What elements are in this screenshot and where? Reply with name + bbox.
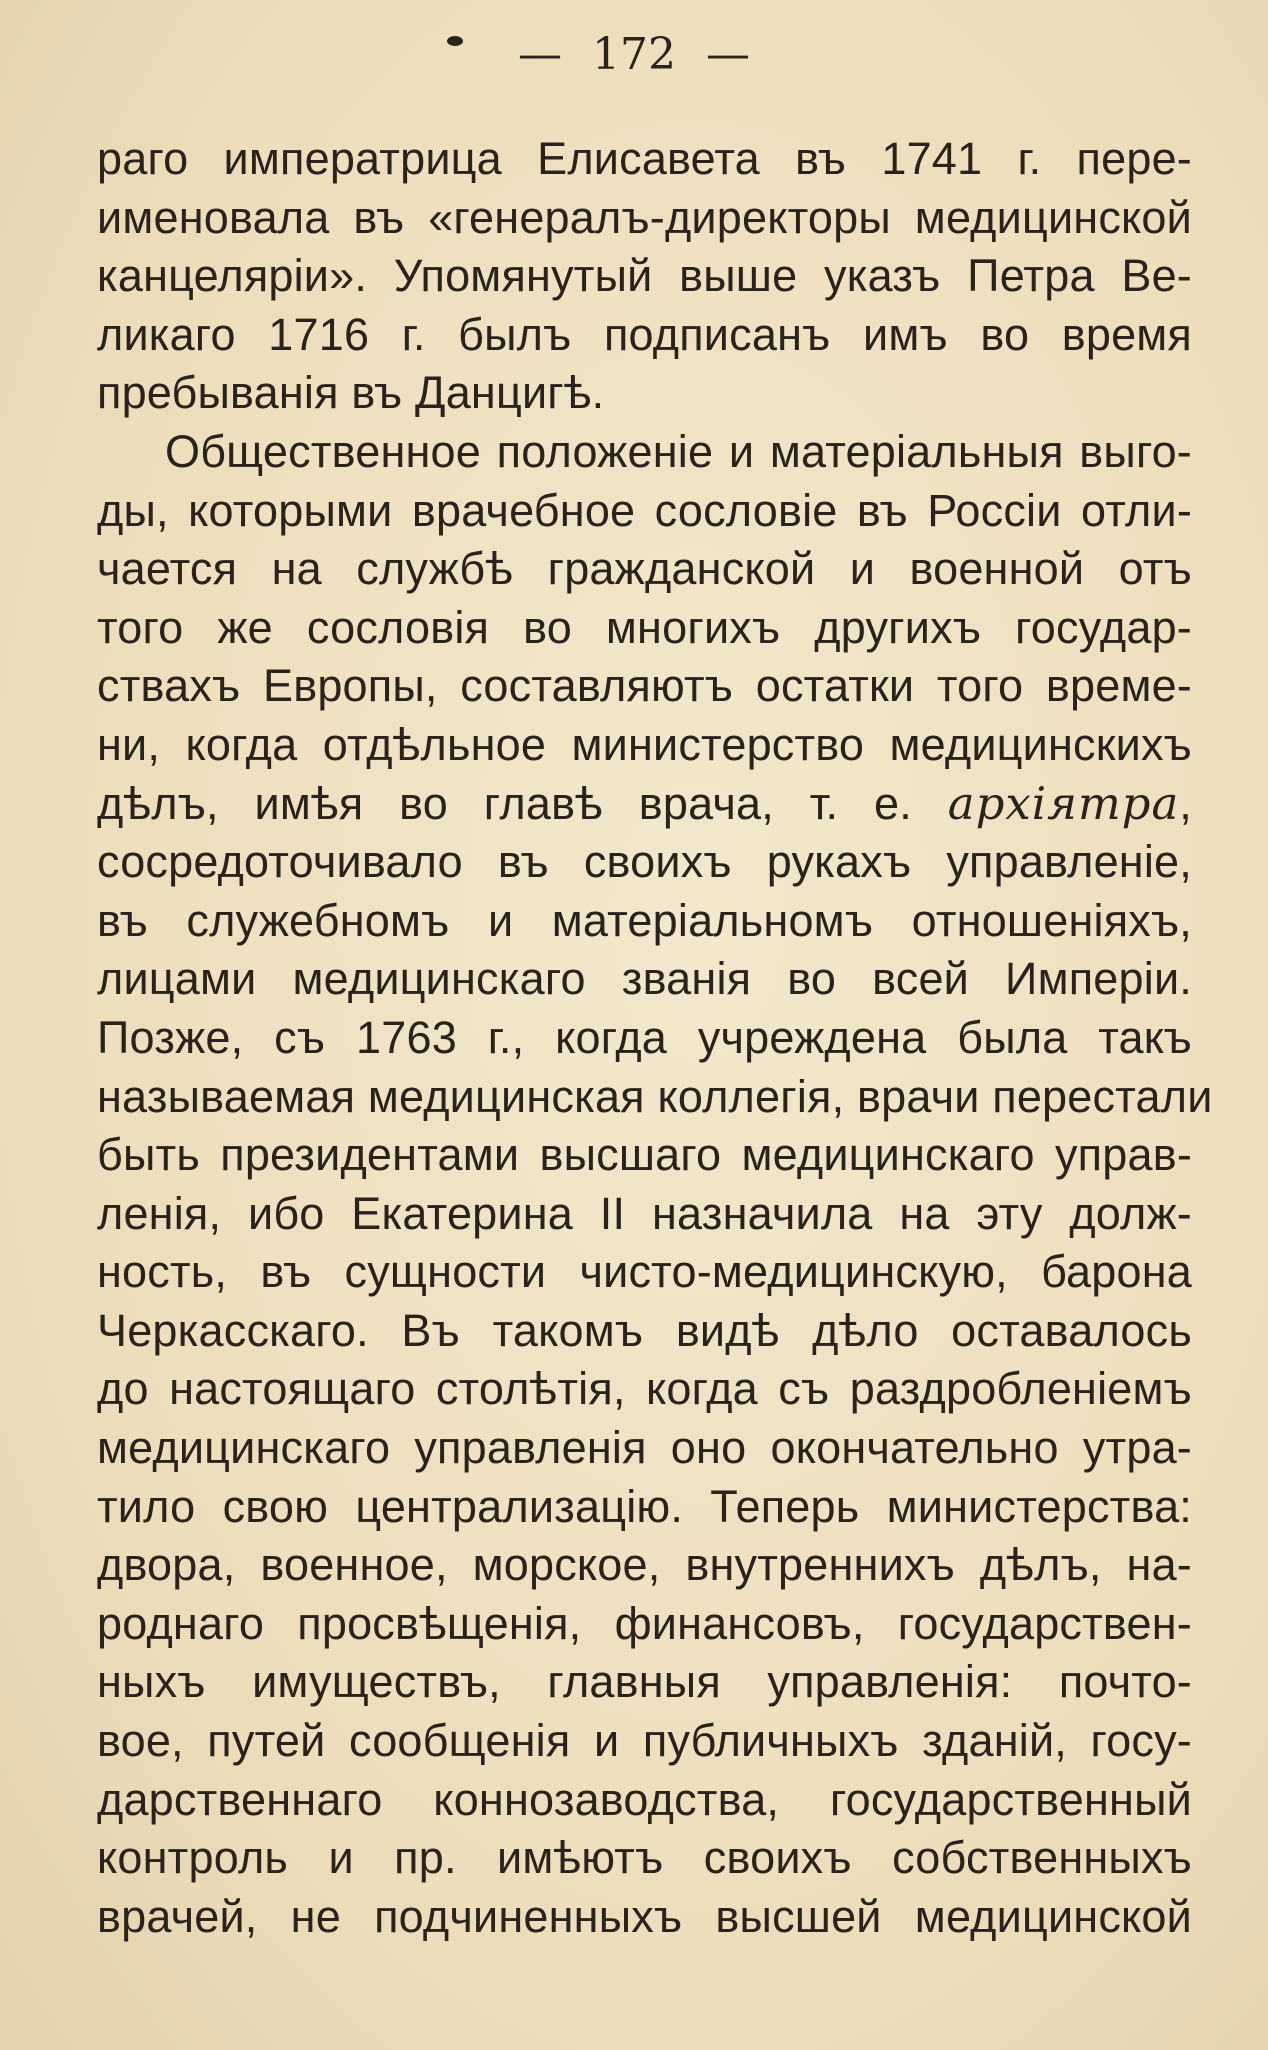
text-line: вое, путей сообщенія и публичныхъ зданій, госу- bbox=[97, 1715, 1192, 1767]
text-line: ность, въ сущности чисто-медицинскую, барона bbox=[97, 1246, 1192, 1298]
line-text-after-emphasis: , bbox=[1179, 777, 1192, 829]
text-line: канцеляріи». Упомянутый выше указъ Петра Ве- bbox=[97, 250, 1192, 302]
text-line: въ служебномъ и матеріальномъ отношеніяхъ, bbox=[97, 894, 1192, 946]
header-dash-left: — bbox=[518, 29, 562, 80]
text-line: раго императрица Елисавета въ 1741 г. пере- bbox=[97, 133, 1192, 184]
body-text bbox=[97, 130, 1213, 1946]
page-number: 172 bbox=[592, 29, 676, 80]
text-line: ды, которыми врачебное сословіе въ Россіи отли- bbox=[97, 484, 1192, 536]
text-line: ствахъ Европы, составляютъ остатки того време- bbox=[97, 660, 1192, 712]
text-line: тило свою централизацію. Теперь министерства: bbox=[97, 1480, 1192, 1532]
text-line: ныхъ имуществъ, главныя управленія: почто- bbox=[97, 1656, 1192, 1708]
text-line: Общественное положеніе и матеріальныя выго- bbox=[165, 425, 1192, 477]
text-line: Позже, съ 1763 г., когда учреждена была такъ bbox=[97, 1011, 1192, 1063]
text-line: сосредоточивало въ своихъ рукахъ управленіе, bbox=[97, 836, 1192, 888]
text-line: медицинскаго управленія оно окончательно утра- bbox=[97, 1422, 1192, 1474]
text-line: того же сословія во многихъ другихъ государ- bbox=[97, 601, 1192, 653]
text-line: врачей, не подчиненныхъ высшей медицинской bbox=[97, 1890, 1192, 1942]
text-line: дарственнаго коннозаводства, государственный bbox=[97, 1773, 1192, 1825]
text-line: лицами медицинскаго званія во всей Имперіи. bbox=[97, 953, 1192, 1005]
text-line-with-emphasis bbox=[97, 775, 1192, 834]
text-line: чается на службѣ гражданской и военной отъ bbox=[97, 543, 1192, 595]
text-line: пребыванія въ Данцигѣ. bbox=[97, 367, 605, 419]
text-line: до настоящаго столѣтія, когда съ раздробленіемъ bbox=[97, 1363, 1192, 1415]
text-line: называемая медицинская коллегія, врачи перестали bbox=[97, 1070, 1213, 1122]
text-line: контроль и пр. имѣютъ своихъ собственныхъ bbox=[97, 1832, 1192, 1884]
page-header bbox=[0, 20, 1268, 90]
text-line: быть президентами высшаго медицинскаго управ- bbox=[97, 1129, 1192, 1181]
text-line: ленія, ибо Екатерина II назначила на эту долж- bbox=[97, 1187, 1192, 1239]
header-dash-right: — bbox=[705, 29, 750, 80]
text-line: Черкасскаго. Въ такомъ видѣ дѣло оставалось bbox=[97, 1304, 1192, 1356]
line-text-before-emphasis: дѣлъ, имѣя во главѣ врача, т. е. bbox=[97, 777, 948, 829]
emphasized-term: архіятра bbox=[947, 776, 1180, 830]
text-line: двора, военное, морское, внутреннихъ дѣлъ, на- bbox=[97, 1539, 1192, 1591]
text-line: ни, когда отдѣльное министерство медицинскихъ bbox=[97, 718, 1192, 770]
text-line: именовала въ «генералъ-директоры медицинской bbox=[97, 191, 1192, 243]
text-line: роднаго просвѣщенія, финансовъ, государствен- bbox=[97, 1597, 1192, 1649]
text-line: ликаго 1716 г. былъ подписанъ имъ во время bbox=[97, 308, 1192, 360]
